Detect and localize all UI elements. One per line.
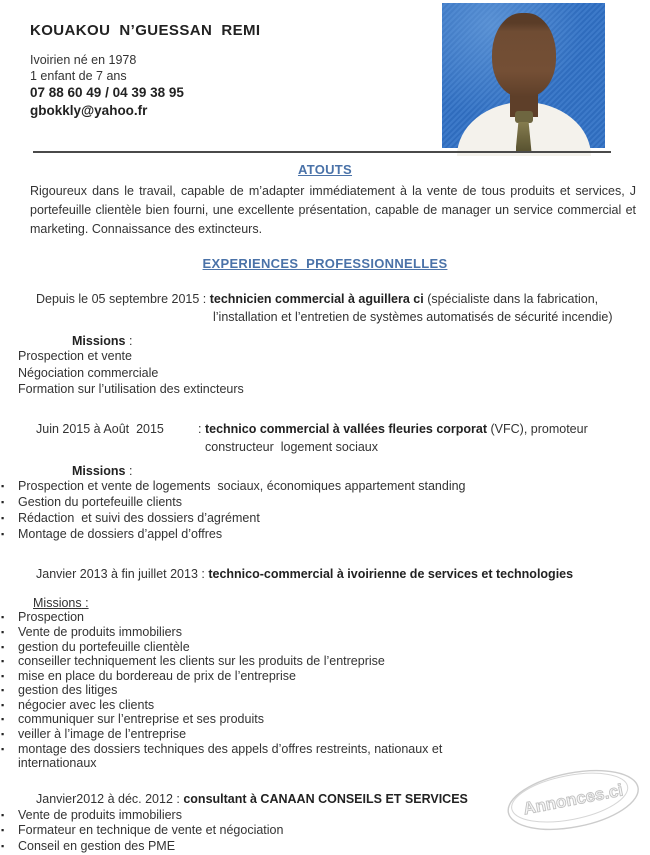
missions-label: Missions : [33, 596, 89, 611]
job-period: Depuis le 05 septembre 2015 [36, 292, 200, 306]
job-role-suffix: (VFC), promoteur [487, 421, 588, 436]
job-role: consultant à CANAAN CONSEILS ET SERVICES [183, 791, 468, 806]
photo-head-shape [492, 13, 556, 97]
person-name: KOUAKOU N’GUESSAN REMI [30, 22, 261, 39]
missions-list [0, 478, 650, 543]
mission-item: ▪ mise en place du bordereau de prix de l’entreprise [0, 669, 478, 684]
mission-item: Négociation commerciale [18, 365, 159, 380]
job-period: Janvier 2013 à fin juillet 2013 [36, 567, 198, 582]
email-line: gbokkly@yahoo.fr [30, 103, 148, 118]
job-role: technicien commercial à aguillera ci [209, 292, 424, 306]
mission-item: ▪ veiller à l’image de l’entreprise [0, 727, 478, 742]
job-period: Janvier2012 à déc. 2012 [36, 791, 173, 806]
job-title-continuation: l’installation et l’entretien de systèmes automatisés de sécurité incendie) [213, 310, 613, 324]
job-role: technico commercial à vallées fleuries corporat [204, 421, 488, 436]
photo-tie-knot-shape [515, 111, 533, 123]
annonces-watermark [500, 760, 646, 838]
mission-item: ▪ montage des dossiers techniques des appels d’offres restreints, nationaux et internationaux [0, 742, 478, 771]
watermark-text: Annonces.ci [521, 780, 625, 819]
job-role: technico-commercial à ivoirienne de services et technologies [208, 567, 574, 582]
section-title-atouts: ATOUTS [297, 162, 353, 177]
job-entry-1 [0, 290, 650, 398]
missions-list [0, 348, 650, 398]
job-title-continuation: constructeur logement sociaux [205, 439, 379, 454]
mission-item: Prospection et vente [18, 349, 132, 363]
missions-label: Missions : [72, 334, 133, 348]
mission-item: ▪ communiquer sur l’entreprise et ses produits [0, 712, 478, 727]
mission-item: ▪ Prospection et vente de logements sociaux, économiques appartement standing [0, 478, 650, 494]
job-title-line [36, 290, 616, 308]
atouts-paragraph: Rigoureux dans le travail, capable de m’adapter immédiatement à la vente de tous produits et services, J portefeuille clientèle bien fourni, une excellente présentation, capable de manager un service commercial et marketing. Connaissance des extincteurs. [30, 184, 636, 236]
job-entry-2 [0, 420, 650, 543]
mission-item: ▪ Prospection [0, 610, 478, 625]
job-separator: : [199, 292, 210, 306]
section-title-experiences: EXPERIENCES PROFESSIONNELLES [202, 256, 448, 271]
phone-line: 07 88 60 49 / 04 39 38 95 [30, 85, 184, 100]
mission-item: ▪ Vente de produits immobiliers [0, 625, 478, 640]
job-entry-3 [0, 565, 650, 771]
mission-item: ▪ Rédaction et suivi des dossiers d’agrément [0, 510, 650, 526]
portrait-photo [442, 3, 605, 148]
header-divider [33, 151, 611, 153]
job-separator: : [198, 421, 205, 436]
mission-item: Formation sur l’utilisation des extincteurs [18, 382, 244, 396]
mission-item: ▪ gestion des litiges [0, 683, 478, 698]
mission-item: ▪ Vente de produits immobiliers [0, 808, 650, 824]
mission-item: ▪ conseiller techniquement les clients sur les produits de l’entreprise [0, 654, 478, 669]
mission-item: ▪ négocier avec les clients [0, 698, 478, 713]
job-separator: : [172, 791, 184, 806]
mission-item: ▪ Gestion du portefeuille clients [0, 494, 650, 510]
missions-list [0, 610, 478, 771]
nationality-line: Ivoirien né en 1978 [30, 53, 137, 67]
mission-item: ▪ Formateur en technique de vente et négociation [0, 823, 650, 839]
job-separator: : [197, 567, 209, 582]
mission-item: ▪ Conseil en gestion des PME [0, 839, 650, 855]
job-title-line [36, 565, 616, 583]
job-title-line [36, 420, 616, 438]
family-line: 1 enfant de 7 ans [30, 69, 127, 83]
mission-item: ▪ Montage de dossiers d’appel d’offres [0, 526, 650, 542]
mission-item: ▪ gestion du portefeuille clientèle [0, 640, 478, 655]
missions-label: Missions : [72, 463, 133, 478]
job-period: Juin 2015 à Août 2015 [36, 421, 164, 436]
job-role-suffix: (spécialiste dans la fabrication, [423, 292, 599, 306]
